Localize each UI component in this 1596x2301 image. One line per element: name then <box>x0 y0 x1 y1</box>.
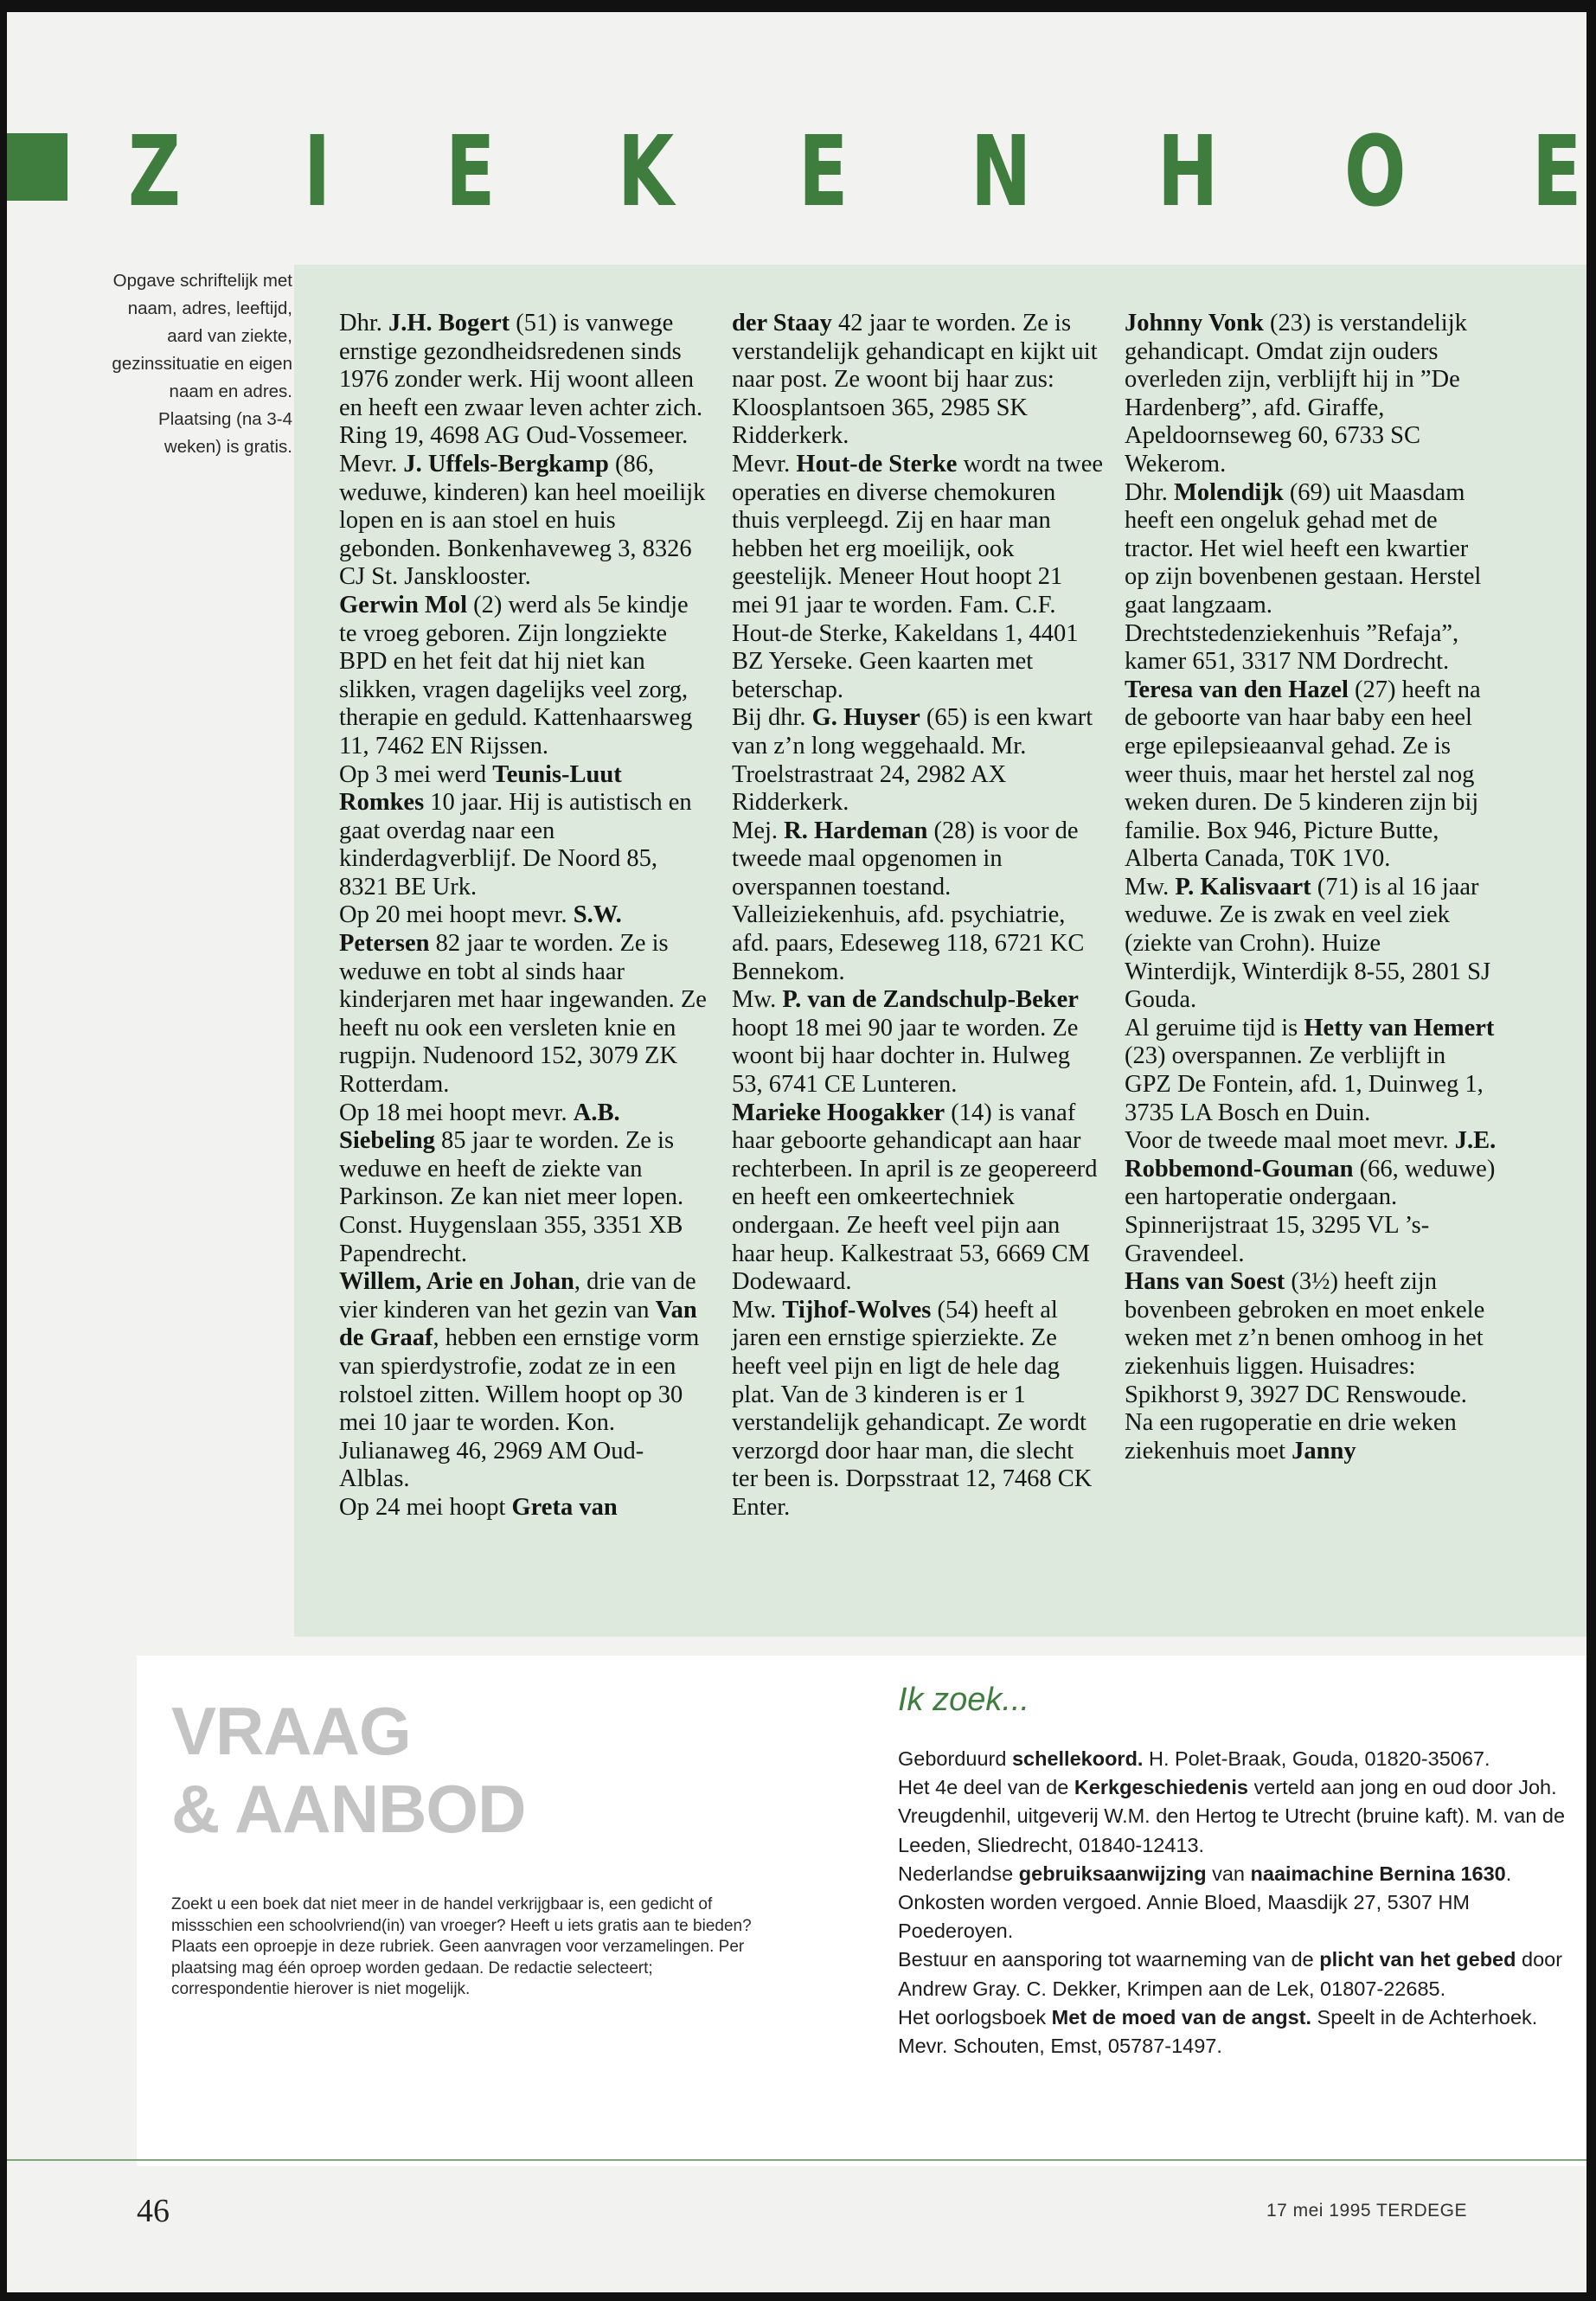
bold-name: Greta van <box>511 1493 618 1521</box>
bold-name: Teresa van den Hazel <box>1125 676 1349 703</box>
notice-paragraph: Op 20 mei hoopt mevr. S.W. Petersen 82 jaar te worden. Ze is weduwe en tobt al sinds haar kinderjaren met haar ingewanden. Ze heeft nu ook een versleten knie en rugpijn. Nudenoord 152, 3079 ZK Rotterdam. <box>339 901 707 1099</box>
notice-paragraph: Teresa van den Hazel (27) heeft na de geboorte van haar baby een heel erge epilepsieaanval gehad. Ze is weer thuis, maar het herstel zal nog weken duren. De 5 kinderen zijn bij familie. Box 946, Picture Butte, Alberta Canada, T0K 1V0. <box>1125 676 1481 873</box>
notice-paragraph: Op 3 mei werd Teunis-Luut Romkes 10 jaar. Hij is autistisch en gaat overdag naar een kinderdagverblijf. De Noord 85, 8321 BE Urk. <box>339 760 692 901</box>
title-letter: O <box>1343 116 1407 228</box>
title-letter: Z <box>128 116 181 228</box>
magazine-page <box>7 12 1586 2292</box>
notice-paragraph: Al geruime tijd is Hetty van Hemert (23) overspannen. Ze verblijft in GPZ De Fontein, afd. 1, Duinweg 1, 3735 LA Bosch en Duin. <box>1125 1014 1495 1126</box>
bold-name: gebruiksaanwijzing <box>1018 1862 1207 1885</box>
notice-paragraph: Willem, Arie en Johan, drie van de vier kinderen van het gezin van Van de Graaf, hebben een ernstige vorm van spierdystrofie, zodat ze in een rolstoel zitten. Willem hoopt op 30 mei 10 jaar te worden. Kon. Julianaweg 46, 2969 AM Oud-Alblas. <box>339 1268 700 1493</box>
ik-zoek-item: Het 4e deel van de Kerkgeschiedenis verteld aan jong en oud door Joh. Vreugdenhil, uitgeverij W.M. den Hertog te Utrecht (bruine kaft). M. van de Leeden, Sliedrecht, 01840-12413. <box>898 1776 1566 1856</box>
ik-zoek-item: Bestuur en aansporing tot waarneming van de plicht van het gebed door Andrew Gray. C. Dekker, Krimpen aan de Lek, 01807-22685. <box>898 1948 1563 2000</box>
bold-name: A.B. Siebeling <box>339 1099 620 1155</box>
bold-name: Van de Graaf <box>339 1296 697 1352</box>
title-letter: K <box>618 116 675 228</box>
title-letter: I <box>304 116 331 228</box>
notices-column-1 <box>339 310 711 1522</box>
notice-paragraph: Mw. Tijhof-Wolves (54) heeft al jaren een ernstige spierziekte. Ze heeft veel pijn en ligt de hele dag plat. Van de 3 kinderen is er 1 verstandelijk gehandicapt. Ze wordt verzorgd door haar man, die slecht ter been is. Dorpsstraat 12, 7468 CK Enter. <box>732 1296 1093 1521</box>
notice-paragraph: Gerwin Mol (2) werd als 5e kindje te vroeg geboren. Zijn longziekte BPD en het feit dat hij niet kan slikken, vragen dagelijks veel zorg, therapie en geduld. Kattenhaarsweg 11, 7462 EN Rijssen. <box>339 591 693 760</box>
title-letter: E <box>1532 116 1582 228</box>
title-letter: N <box>970 116 1032 228</box>
title-letter: E <box>798 116 849 228</box>
notice-paragraph: Mej. R. Hardeman (28) is voor de tweede maal opgenomen in overspannen toestand. Valleiziekenhuis, afd. psychiatrie, afd. paars, Edeseweg 118, 6721 KC Bennekom. <box>732 817 1085 985</box>
bold-name: Willem, Arie en Johan <box>339 1268 574 1296</box>
submission-note: Opgave schriftelijk met naam, adres, leeftijd, aard van ziekte, gezinssituatie en eigen naam en adres. Plaatsing (na 3-4 weken) is gratis. <box>112 271 292 457</box>
issue-date: 17 mei 1995 TERDEGE <box>1266 2201 1467 2221</box>
notice-paragraph: Dhr. Molendijk (69) uit Maasdam heeft een ongeluk gehad met de tractor. Het wiel heeft een kwartier op zijn bovenbenen gestaan. Herstel gaat langzaam. Drechtstedenziekenhuis ”Refaja”, kamer 651, 3317 NM Dordrecht. <box>1125 478 1482 676</box>
page-number: 46 <box>137 2193 170 2229</box>
title-accent-block <box>7 133 67 201</box>
bold-name: schellekoord. <box>1011 1747 1144 1770</box>
bold-name: Molendijk <box>1174 478 1284 506</box>
ik-zoek-heading: Ik zoek... <box>898 1682 1030 1718</box>
notice-paragraph: Op 18 mei hoopt mevr. A.B. Siebeling 85 jaar te worden. Ze is weduwe en heeft de ziekte van Parkinson. Ze kan niet meer lopen. Const. Huygenslaan 355, 3351 XB Papendrecht. <box>339 1099 684 1267</box>
bold-name: Hetty van Hemert <box>1304 1014 1495 1042</box>
ik-zoek-item: Het oorlogsboek Met de moed van de angst. Speelt in de Achterhoek. Mevr. Schouten, Emst, 05787-1497. <box>898 2005 1538 2058</box>
title-letter: H <box>1157 116 1219 228</box>
vraag-aanbod-intro: Zoekt u een boek dat niet meer in de handel verkrijgbaar is, een gedicht of missschien een schoolvriend(in) van vroeger? Heeft u iets gratis aan te bieden? Plaats een oproepje in deze rubriek. Geen aanvragen voor verzamelingen. Per plaatsing mag één oproep worden gedaan. De redactie selecteert; correspondentie hierover is niet mogelijk. <box>171 1895 752 1998</box>
notice-paragraph: Mw. P. Kalisvaart (71) is al 16 jaar weduwe. Ze is zwak en veel ziek (ziekte van Crohn). Huize Winterdijk, Winterdijk 8-55, 2801 SJ Gouda. <box>1125 873 1491 1014</box>
notice-paragraph: Na een rugoperatie en drie weken ziekenhuis moet Janny <box>1125 1409 1457 1465</box>
notice-paragraph: Mevr. J. Uffels-Bergkamp (86, weduwe, kinderen) kan heel moeilijk lopen en is aan stoel en huis gebonden. Bonkenhaveweg 3, 8326 CJ St. Jansklooster. <box>339 450 706 591</box>
notices-column-3 <box>1125 310 1497 1465</box>
vraag-aanbod-title <box>171 1692 621 1848</box>
bold-name: Tijhof-Wolves <box>782 1296 932 1324</box>
notice-paragraph: Marieke Hoogakker (14) is vanaf haar geboorte gehandicapt aan haar rechterbeen. In april is ze geopereerd en heeft een omkeertechniek ondergaan. Ze heeft veel pijn aan haar heup. Kalkestraat 53, 6669 CM Dodewaard. <box>732 1099 1098 1296</box>
notice-paragraph: Johnny Vonk (23) is verstandelijk gehandicapt. Omdat zijn ouders overleden zijn, verblijft hij in ”De Hardenberg”, afd. Giraffe, Apeldoornseweg 60, 6733 SC Wekerom. <box>1125 310 1467 478</box>
ik-zoek-item: Geborduurd schellekoord. H. Polet-Braak, Gouda, 01820-35067. <box>898 1747 1490 1770</box>
bold-name: J.H. Bogert <box>388 310 510 336</box>
bold-name: G. Huyser <box>811 704 920 732</box>
bold-name: Teunis-Luut Romkes <box>339 760 622 817</box>
notice-paragraph: Mevr. Hout-de Sterke wordt na twee operaties en diverse chemokuren thuis verpleegd. Zij en haar man hebben het erg moeilijk, ook geestelijk. Meneer Hout hoopt 21 mei 91 jaar te worden. Fam. C.F. Hout-de Sterke, Kakeldans 1, 4401 BZ Yerseke. Geen kaarten met beterschap. <box>732 450 1104 703</box>
bold-name: S.W. Petersen <box>339 901 622 958</box>
notice-paragraph: Dhr. J.H. Bogert (51) is vanwege ernstige gezondheidsredenen sinds 1976 zonder werk. Hij woont alleen en heeft een zwaar leven achter zich. Ring 19, 4698 AG Oud-Vossemeer. <box>339 310 703 450</box>
notices-column-2 <box>732 310 1104 1522</box>
ik-zoek-item: Nederlandse gebruiksaanwijzing van naaimachine Bernina 1630. Onkosten worden vergoed. Annie Bloed, Maasdijk 27, 5307 HM Poederoyen. <box>898 1862 1512 1943</box>
notice-paragraph: Mw. P. van de Zandschulp-Beker hoopt 18 mei 90 jaar te worden. Ze woont bij haar dochter in. Hulweg 53, 6741 CE Lunteren. <box>732 986 1079 1099</box>
vraag-aanbod-section <box>137 1656 1586 2166</box>
patient-notices-panel <box>294 265 1586 1637</box>
bold-name: Met de moed van de angst. <box>1051 2005 1312 2029</box>
notice-paragraph: Hans van Soest (3½) heeft zijn bovenbeen gebroken en moet enkele weken met z’n benen omhoog in het ziekenhuis liggen. Huisadres: Spikhorst 9, 3927 DC Renswoude. <box>1125 1268 1485 1408</box>
vraag-title-line-1: VRAAG <box>171 1693 411 1769</box>
bold-name: P. Kalisvaart <box>1175 873 1311 901</box>
footer-divider <box>7 2159 1586 2161</box>
bold-name: Gerwin Mol <box>339 591 468 619</box>
title-letter: E <box>445 116 496 228</box>
bold-name: Kerkgeschiedenis <box>1074 1776 1248 1799</box>
bold-name: Johnny Vonk <box>1125 310 1264 336</box>
notice-paragraph: Bij dhr. G. Huyser (65) is een kwart van z’n long weggehaald. Mr. Troelstrastraat 24, 2982 AX Ridderkerk. <box>732 704 1093 817</box>
notice-paragraph: der Staay 42 jaar te worden. Ze is verstandelijk gehandicapt en kijkt uit naar post. Ze woont bij haar zus: Kloosplantsoen 365, 2985 SK Ridderkerk. <box>732 310 1098 450</box>
bold-name: R. Hardeman <box>784 817 928 844</box>
bold-name: naaimachine Bernina 1630 <box>1250 1862 1506 1885</box>
bold-name: der Staay <box>732 310 832 336</box>
bold-name: plicht van het gebed <box>1319 1948 1516 1971</box>
ik-zoek-list <box>898 1745 1581 2061</box>
section-title <box>128 116 1586 228</box>
bold-name: Janny <box>1292 1437 1356 1465</box>
bold-name: Hout-de Sterke <box>796 450 958 478</box>
bold-name: P. van de Zandschulp-Beker <box>782 986 1079 1014</box>
notice-paragraph: Voor de tweede maal moet mevr. J.E. Robbemond-Gouman (66, weduwe) een hartoperatie ondergaan. Spinnerijstraat 15, 3295 VL ’s-Gravendeel. <box>1125 1127 1497 1267</box>
bold-name: J.E. Robbemond-Gouman <box>1125 1127 1497 1183</box>
vraag-title-line-2: & AANBOD <box>171 1771 526 1847</box>
notice-paragraph: Op 24 mei hoopt Greta van <box>339 1493 618 1521</box>
bold-name: Marieke Hoogakker <box>732 1099 945 1126</box>
bold-name: J. Uffels-Bergkamp <box>403 450 609 478</box>
bold-name: Hans van Soest <box>1125 1268 1285 1296</box>
